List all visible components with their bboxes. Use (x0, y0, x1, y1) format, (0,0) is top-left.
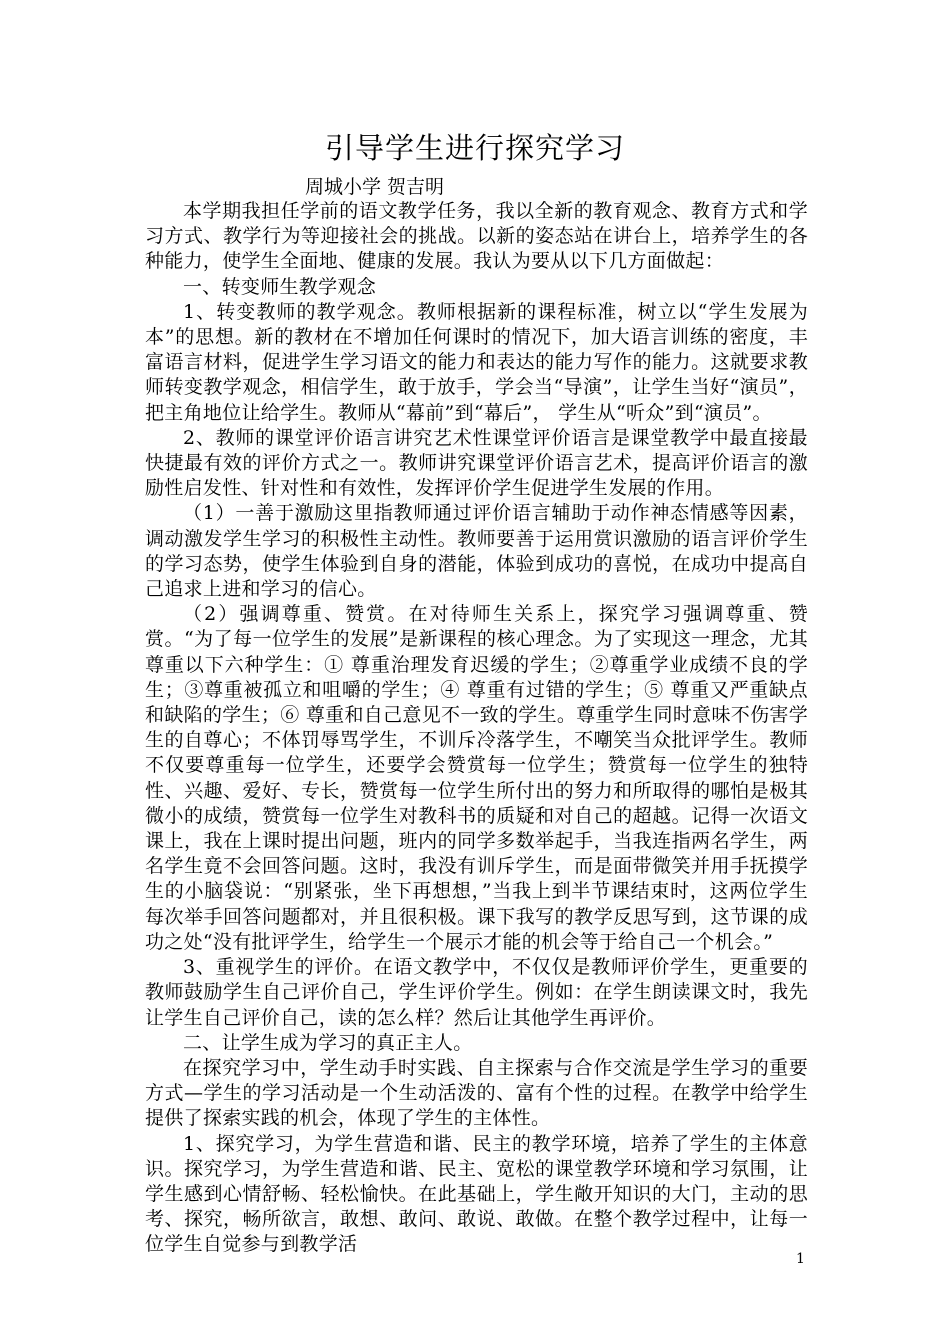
body-paragraph: 3、重视学生的评价。在语文教学中，不仅仅是教师评价学生，更重要的教师鼓励学生自己评价自己，学生评价学生。例如：在学生朗读课文时，我先让学生自己评价自己，读的怎么样？然后让其他学生再评价。 (145, 956, 808, 1029)
author-line: 周城小学 贺吉明 (305, 176, 445, 198)
page-number: 1 (796, 1251, 805, 1267)
document-body (145, 199, 808, 1258)
body-paragraph: 在探究学习中，学生动手时实践、自主探索与合作交流是学生学习的重要方式—学生的学习活动是一个生动活泼的、富有个性的过程。在教学中给学生提供了探索实践的机会，体现了学生的主体性。 (145, 1056, 808, 1130)
section-heading: 二、让学生成为学习的真正主人。 (183, 1031, 473, 1054)
body-paragraph: 1、探究学习，为学生营造和谐、民主的教学环境，培养了学生的主体意识。探究学习，为学生营造和谐、民主、宽松的课堂教学环境和学习氛围，让学生感到心情舒畅、轻松愉快。在此基础上，学生敞开知识的大门，主动的思考、探究，畅所欲言，敢想、敢问、敢说、敢做。在整个教学过程中，让每一位学生自觉参与到教学活 (145, 1132, 808, 1256)
body-paragraph: （2）强调尊重、赞赏。在对待师生关系上，探究学习强调尊重、赞赏。“为了每一位学生的发展”是新课程的核心理念。为了实现这一理念，尤其尊重以下六种学生：① 尊重治理发育迟缓的学生；②尊重学业成绩不良的学生；③尊重被孤立和咀嚼的学生；④ 尊重有过错的学生；⑤ 尊重又严重缺点和缺陷的学生；⑥ 尊重和自己意见不一致的学生。尊重学生同时意味不伤害学生的自尊心；不体罚辱骂学生，不训斥冷落学生，不嘲笑当众批评学生。教师不仅要尊重每一位学生，还要学会赞赏每一位学生；赞赏每一位学生的独特性、兴趣、爱好、专长，赞赏每一位学生所付出的努力和所取得的哪怕是极其微小的成绩，赞赏每一位学生对教科书的质疑和对自己的超越。记得一次语文课上，我在上课时提出问题，班内的同学多数举起手，当我连指两名学生，两名学生竟不会回答问题。这时，我没有训斥学生，而是面带微笑并用手抚摸学生的小脑袋说：“别紧张，坐下再想想，”当我上到半节课结束时，这两位学生每次举手回答问题都对，并且很积极。课下我写的教学反思写到，这节课的成功之处“没有批评学生，给学生一个展示才能的机会等于给自己一个机会。” (145, 603, 808, 953)
body-paragraph: 1、转变教师的教学观念。教师根据新的课程标准，树立以“学生发展为本”的思想。新的教材在不增加任何课时的情况下，加大语言训练的密度，丰富语言材料，促进学生学习语文的能力和表达的能力写作的能力。这就要求教师转变教学观念，相信学生，敢于放手，学会当“导演”，让学生当好“演员”，把主角地位让给学生。教师从“幕前”到“幕后”， 学生从“听众”到“演员”。 (145, 300, 808, 424)
body-paragraph: （1）一善于激励这里指教师通过评价语言辅助于动作神态情感等因素，调动激发学生学习的积极性主动性。教师要善于运用赏识激励的语言评价学生的学习态势，使学生体验到自身的潜能，体验到成功的喜悦，在成功中提高自己追求上进和学习的信心。 (145, 502, 808, 601)
section-heading: 一、转变师生教学观念 (183, 275, 377, 298)
document-title: 引导学生进行探究学习 (324, 131, 625, 165)
body-paragraph: 本学期我担任学前的语文教学任务，我以全新的教育观念、教育方式和学习方式、教学行为等迎接社会的挑战。以新的姿态站在讲台上，培养学生的各种能力，使学生全面地、健康的发展。我认为要从以下几方面做起： (145, 200, 808, 273)
body-paragraph: 2、教师的课堂评价语言讲究艺术性课堂评价语言是课堂教学中最直接最快捷最有效的评价方式之一。教师讲究课堂评价语言艺术，提高评价语言的激励性启发性、针对性和有效性，发挥评价学生促进学生发展的作用。 (145, 426, 808, 500)
